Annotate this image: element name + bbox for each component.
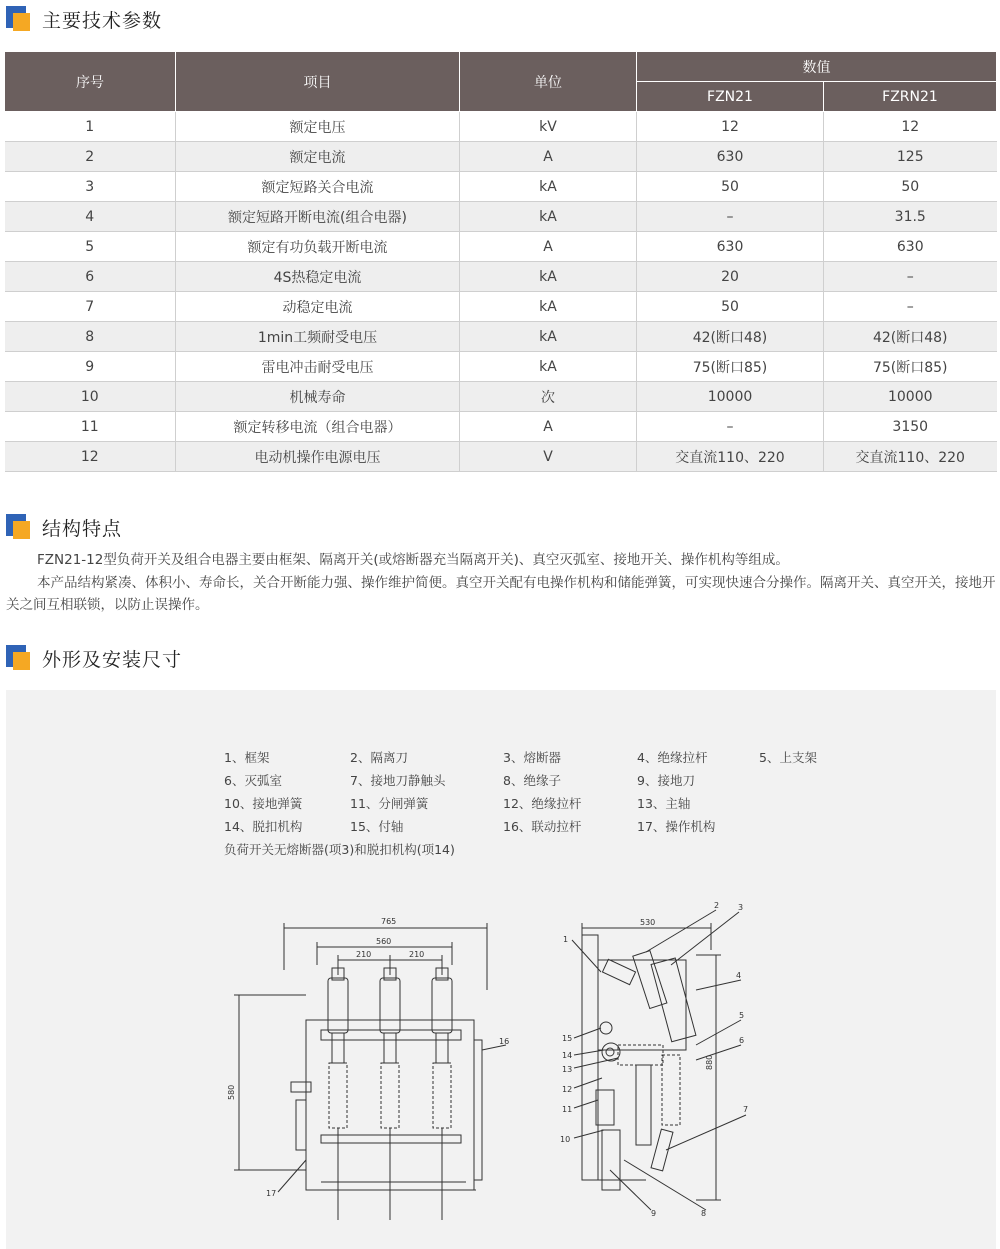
drawing-area: [6, 690, 996, 1249]
table-cell-item: 额定短路关合电流: [176, 172, 460, 202]
table-cell-a: –: [637, 412, 824, 442]
section-marker-icon: [6, 514, 32, 540]
table-row: [5, 112, 997, 142]
callout-label: 15: [562, 1034, 573, 1043]
dim-inner-label: 560: [376, 937, 392, 946]
callout-label: 4: [736, 971, 742, 980]
table-cell-item: 4S热稳定电流: [176, 262, 460, 292]
table-cell-a: 630: [637, 142, 824, 172]
structure-paragraph-2: 本产品结构紧凑、体积小、寿命长，关合开断能力强、操作维护简便。真空开关配有电操作机构和储能弹簧，可实现快速合分操作。隔离开关、真空开关，接地开关之间互相联锁，以防止误操作。: [6, 575, 996, 613]
header-item: 项目: [176, 52, 460, 112]
legend-item: 11、分闸弹簧: [350, 796, 429, 811]
table-cell-no: 6: [5, 262, 176, 292]
table-cell-a: 10000: [637, 382, 824, 412]
legend-item: 16、联动拉杆: [503, 819, 582, 834]
legend-item: 12、绝缘拉杆: [503, 796, 582, 811]
table-cell-b: 31.5: [824, 202, 997, 232]
params-title: 主要技术参数: [42, 9, 163, 32]
legend-item: 15、付轴: [350, 819, 404, 834]
table-cell-unit: 次: [460, 382, 637, 412]
table-cell-unit: kA: [460, 322, 637, 352]
callout-label: 2: [714, 901, 720, 910]
table-cell-no: 5: [5, 232, 176, 262]
table-cell-b: 42(断口48): [824, 322, 997, 352]
table-cell-a: 50: [637, 172, 824, 202]
table-cell-unit: kA: [460, 292, 637, 322]
legend-item: 1、框架: [224, 750, 270, 765]
callout-label: 9: [651, 1209, 657, 1218]
table-cell-no: 7: [5, 292, 176, 322]
table-cell-item: 雷电冲击耐受电压: [176, 352, 460, 382]
table-cell-item: 电动机操作电源电压: [176, 442, 460, 472]
callout-label: 10: [560, 1135, 571, 1144]
dimensions-title: 外形及安装尺寸: [42, 648, 183, 671]
table-cell-item: 额定电流: [176, 142, 460, 172]
params-section-header: [6, 2, 162, 36]
table-row: [5, 322, 997, 352]
table-row: [5, 292, 997, 322]
table-cell-b: 10000: [824, 382, 997, 412]
table-cell-unit: kA: [460, 352, 637, 382]
header-model-a: FZN21: [637, 82, 824, 112]
legend-item: 5、上支架: [759, 750, 817, 765]
legend-item: 2、隔离刀: [350, 750, 408, 765]
table-cell-a: 交直流110、220: [637, 442, 824, 472]
callout-label: 5: [739, 1011, 745, 1020]
table-cell-b: –: [824, 262, 997, 292]
table-cell-unit: A: [460, 232, 637, 262]
table-row: [5, 382, 997, 412]
table-cell-unit: kA: [460, 262, 637, 292]
table-cell-item: 额定电压: [176, 112, 460, 142]
header-unit: 单位: [460, 52, 637, 112]
table-row: [5, 352, 997, 382]
callout-label: 1: [563, 935, 569, 944]
table-cell-b: 75(断口85): [824, 352, 997, 382]
table-cell-a: –: [637, 202, 824, 232]
dim-width-label: 765: [381, 917, 397, 926]
table-cell-item: 额定转移电流（组合电器）: [176, 412, 460, 442]
table-cell-item: 1min工频耐受电压: [176, 322, 460, 352]
table-cell-b: 12: [824, 112, 997, 142]
section-marker-icon: [6, 645, 32, 671]
table-cell-unit: A: [460, 412, 637, 442]
table-cell-unit: V: [460, 442, 637, 472]
structure-title: 结构特点: [42, 517, 123, 540]
table-cell-a: 12: [637, 112, 824, 142]
table-cell-unit: kV: [460, 112, 637, 142]
table-cell-a: 630: [637, 232, 824, 262]
table-cell-b: 3150: [824, 412, 997, 442]
dim-pitch-label: 210: [356, 950, 372, 959]
section-marker-icon: [6, 6, 32, 32]
table-cell-b: 交直流110、220: [824, 442, 997, 472]
dim-height-label: 580: [227, 1084, 236, 1100]
table-row: [5, 172, 997, 202]
table-cell-no: 12: [5, 442, 176, 472]
table-cell-no: 8: [5, 322, 176, 352]
legend-item: 9、接地刀: [637, 773, 695, 788]
callout-label: 3: [738, 903, 744, 912]
callout-label: 16: [499, 1037, 510, 1046]
dim-side-width-label: 530: [640, 918, 656, 927]
callout-label: 7: [743, 1105, 749, 1114]
legend-item: 7、接地刀静触头: [350, 773, 446, 788]
legend-item: 4、绝缘拉杆: [637, 750, 708, 765]
legend-item: 13、主轴: [637, 796, 691, 811]
table-cell-unit: kA: [460, 172, 637, 202]
table-cell-item: 额定短路开断电流(组合电器): [176, 202, 460, 232]
table-cell-no: 9: [5, 352, 176, 382]
callout-label: 6: [739, 1036, 745, 1045]
table-cell-unit: A: [460, 142, 637, 172]
header-model-b: FZRN21: [824, 82, 997, 112]
installation-drawing: [6, 690, 996, 1249]
callout-label: 14: [562, 1051, 573, 1060]
table-cell-b: –: [824, 292, 997, 322]
legend-note: 负荷开关无熔断器(项3)和脱扣机构(项14): [224, 842, 455, 857]
table-row: [5, 232, 997, 262]
table-cell-a: 20: [637, 262, 824, 292]
dimensions-section-header: [6, 641, 182, 675]
table-cell-item: 机械寿命: [176, 382, 460, 412]
legend-item: 10、接地弹簧: [224, 796, 303, 811]
table-cell-b: 630: [824, 232, 997, 262]
callout-label: 11: [562, 1105, 573, 1114]
table-cell-item: 动稳定电流: [176, 292, 460, 322]
legend-item: 14、脱扣机构: [224, 819, 303, 834]
header-no: 序号: [5, 52, 176, 112]
callout-label: 13: [562, 1065, 573, 1074]
table-cell-item: 额定有功负载开断电流: [176, 232, 460, 262]
table-cell-no: 3: [5, 172, 176, 202]
side-view: [572, 910, 749, 1210]
legend-item: 6、灭弧室: [224, 773, 282, 788]
callout-label: 17: [266, 1189, 277, 1198]
callout-label: 12: [562, 1085, 573, 1094]
table-cell-b: 125: [824, 142, 997, 172]
legend-item: 8、绝缘子: [503, 773, 561, 788]
table-cell-a: 42(断口48): [637, 322, 824, 352]
table-row: [5, 442, 997, 472]
legend-item: 3、熔断器: [503, 750, 561, 765]
dim-pitch-label: 210: [409, 950, 425, 959]
table-cell-no: 2: [5, 142, 176, 172]
front-view: [234, 923, 506, 1220]
dim-side-height-label: 880: [705, 1054, 714, 1070]
table-cell-a: 50: [637, 292, 824, 322]
structure-section-header: [6, 510, 122, 544]
table-cell-no: 1: [5, 112, 176, 142]
table-cell-no: 11: [5, 412, 176, 442]
table-cell-no: 4: [5, 202, 176, 232]
params-table: [4, 51, 997, 472]
table-row: [5, 262, 997, 292]
callout-label: 8: [701, 1209, 707, 1218]
header-value: 数值: [637, 52, 997, 82]
structure-paragraph-1: FZN21-12型负荷开关及组合电器主要由框架、隔离开关(或熔断器充当隔离开关)、真空灭弧室、接地开关、操作机构等组成。: [37, 552, 789, 568]
table-row: [5, 142, 997, 172]
table-cell-b: 50: [824, 172, 997, 202]
table-cell-unit: kA: [460, 202, 637, 232]
table-row: [5, 202, 997, 232]
legend-item: 17、操作机构: [637, 819, 716, 834]
table-cell-a: 75(断口85): [637, 352, 824, 382]
table-cell-no: 10: [5, 382, 176, 412]
table-row: [5, 412, 997, 442]
